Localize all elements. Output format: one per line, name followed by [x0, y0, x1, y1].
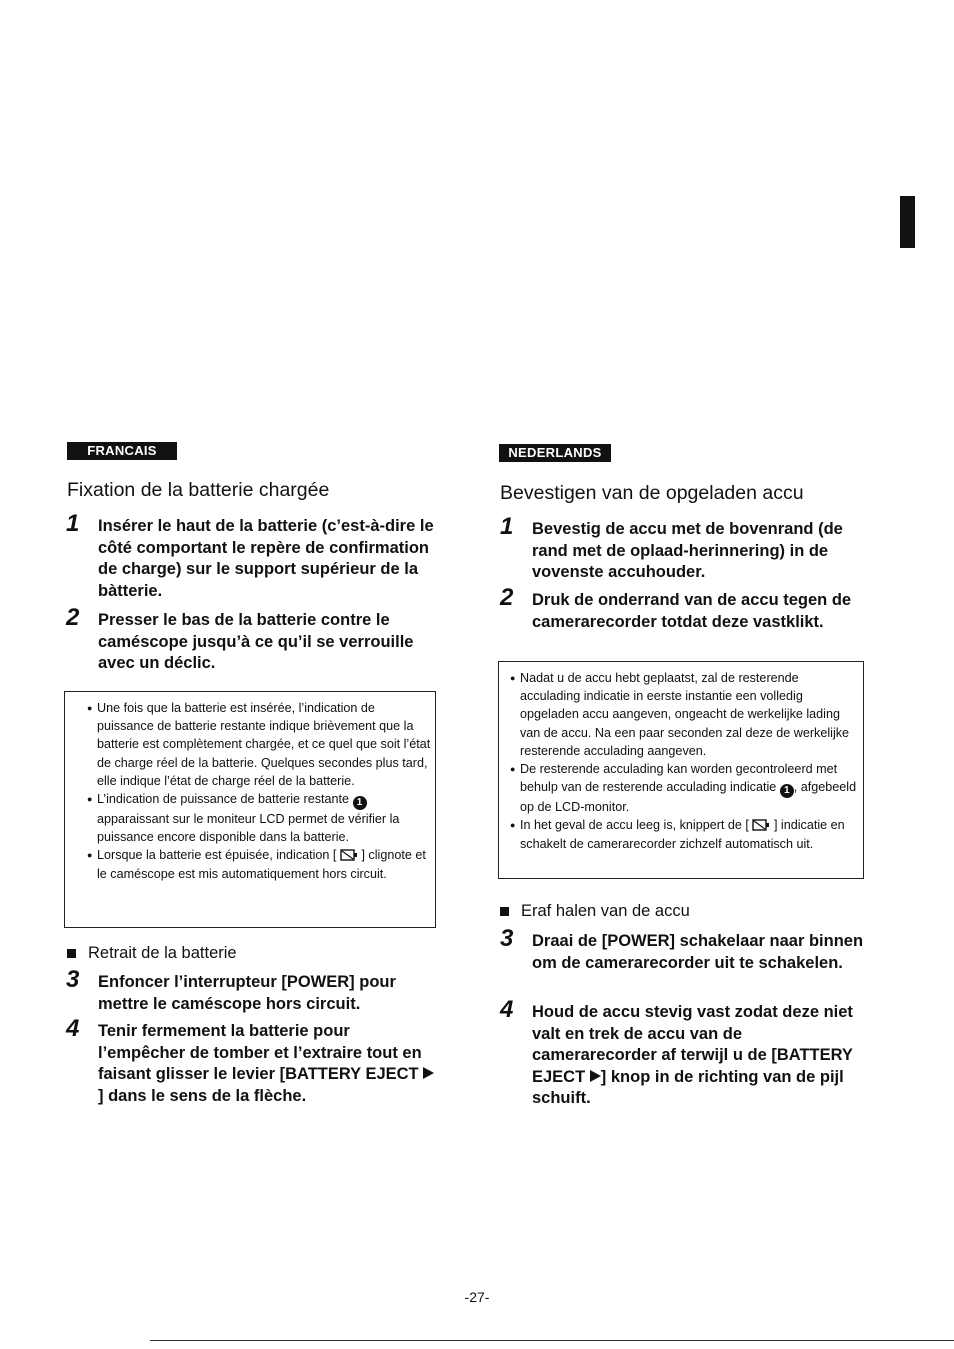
note-item: ● Nadat u de accu hebt geplaatst, zal de resterende acculading indicatie in eerste instantie een volledig opgeladen accu aangeven, ongeacht de werkelijke lading van de accu. Na een paar seconden zal deze de werkelijke resterende acculading aangeven.: [510, 669, 857, 760]
french-removal-heading: Retrait de la batterie: [67, 944, 237, 963]
battery-indicator-number-icon: 1: [780, 784, 794, 798]
note-item: ● Lorsque la batterie est épuisée, indication [ ] clignote et le caméscope est mis automatiquement hors circuit.: [87, 846, 431, 882]
french-section-title: Fixation de la batterie chargée: [67, 479, 330, 501]
empty-battery-icon: [340, 849, 358, 861]
step-number: 4: [66, 1015, 80, 1042]
french-step-2: [66, 604, 436, 675]
step-number: 1: [500, 513, 514, 540]
step-number: 1: [66, 510, 80, 537]
language-badge-french: FRANCAIS: [67, 442, 177, 460]
language-badge-dutch: NEDERLANDS: [499, 444, 611, 462]
step-number: 3: [66, 966, 80, 993]
dutch-step-4: [500, 996, 870, 1110]
step-number: 3: [500, 925, 514, 952]
page-number: -27-: [464, 1289, 490, 1305]
step-text: Bevestig de accu met de bovenrand (de rand met de oplaad-herinnering) in de vovenste accuhouder.: [532, 520, 843, 582]
step-number: 2: [66, 604, 80, 631]
dutch-removal-heading: Eraf halen van de accu: [500, 902, 690, 921]
arrow-right-icon: [590, 1070, 601, 1082]
step-text: Houd de accu stevig vast zodat deze niet valt en trek de accu van de camerarecorder af terwijl u de [BATTERY EJECT ] knop in de richting van de pijl schuift.: [532, 1003, 853, 1108]
bottom-divider: [150, 1340, 954, 1341]
french-note-box: [64, 691, 436, 928]
note-item: ● De resterende acculading kan worden gecontroleerd met behulp van de resterende acculading indicatie 1 , afgebeeld op de LCD-monitor.: [510, 760, 857, 816]
step-text: Insérer le haut de la batterie (c’est-à-dire le côté comportant le repère de confirmation de charge) sur le support supérieur de la bàtterie.: [98, 517, 434, 600]
arrow-right-icon: [423, 1067, 434, 1079]
section-tab-marker: [900, 196, 915, 248]
note-item: ● Une fois que la batterie est insérée, l’indication de puissance de batterie restante indique brièvement que la batterie est complètement chargée, et ce quel que soit l’état de charge réel de la batterie. Quelques secondes plus tard, elle indique l’état de charge réel de la batterie.: [87, 699, 431, 790]
step-text: Druk de onderrand van de accu tegen de camerarecorder totdat deze vastklikt.: [532, 591, 852, 631]
step-text: Tenir fermement la batterie pour l’empêcher de tomber et l’extraire tout en faisant glisser le levier [BATTERY EJECT ] dans le sens de la flèche.: [98, 1021, 436, 1107]
step-text: Enfoncer l’interrupteur [POWER] pour mettre le caméscope hors circuit.: [98, 973, 396, 1013]
dutch-section-title: Bevestigen van de opgeladen accu: [500, 482, 804, 504]
step-text: Draai de [POWER] schakelaar naar binnen om de camerarecorder uit te schakelen.: [532, 932, 864, 972]
dutch-step-1: [500, 513, 870, 584]
dutch-step-2: [500, 584, 870, 633]
french-step-3: [66, 966, 436, 1015]
french-step-4: [66, 1015, 436, 1107]
step-number: 4: [500, 996, 514, 1023]
dutch-step-3: [500, 925, 870, 974]
square-bullet-icon: [500, 907, 509, 916]
dutch-note-box: [498, 661, 864, 879]
note-item: ● In het geval de accu leeg is, knippert de [ ] indicatie en schakelt de camerarecorder zichzelf automatisch uit.: [510, 816, 857, 852]
battery-indicator-number-icon: 1: [353, 796, 367, 810]
note-item: ● L’indication de puissance de batterie restante 1 apparaissant sur le moniteur LCD permet de vérifier la puissance encore disponible dans la batterie.: [87, 790, 431, 846]
french-step-1: [66, 510, 436, 602]
empty-battery-icon: [752, 819, 770, 831]
step-text: Presser le bas de la batterie contre le caméscope jusqu’à ce qu’il se verrouille avec un déclic.: [98, 611, 414, 673]
square-bullet-icon: [67, 949, 76, 958]
step-number: 2: [500, 584, 514, 611]
